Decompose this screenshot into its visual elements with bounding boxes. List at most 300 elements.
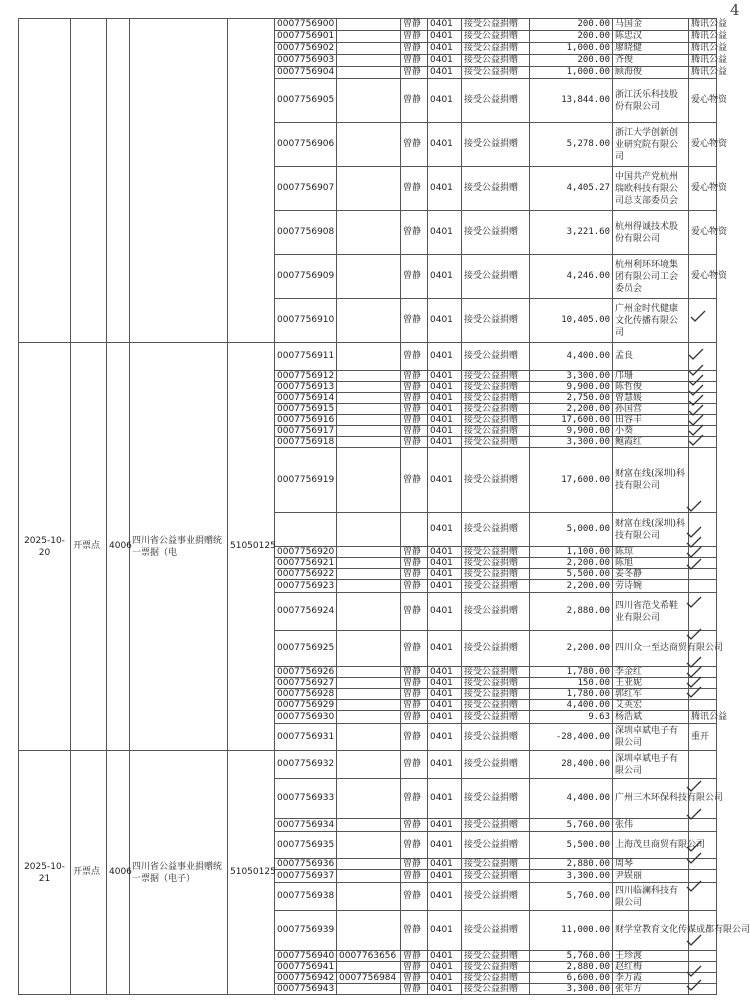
note-cell xyxy=(689,569,717,580)
point-cell xyxy=(71,19,107,343)
receipt-number-cell: 0007756942 xyxy=(275,973,337,984)
dept-code-cell: 0401 xyxy=(428,724,462,751)
description-cell: 接受公益捐赠 xyxy=(462,547,530,558)
operator-cell: 曾静 xyxy=(401,984,428,995)
dept-code-cell: 0401 xyxy=(428,448,462,513)
operator-cell: 曾静 xyxy=(401,55,428,67)
amount-cell: 9,900.00 xyxy=(530,382,613,393)
receipt-number-cell: 0007756934 xyxy=(275,819,337,832)
dept-code-cell: 0401 xyxy=(428,123,462,167)
amount-cell: 3,221.60 xyxy=(530,211,613,255)
receipt-number-cell: 0007756920 xyxy=(275,547,337,558)
date-cell: 2025-10-21 xyxy=(19,751,71,995)
receipt-number-cell: 0007756901 xyxy=(275,31,337,43)
description-cell: 接受公益捐赠 xyxy=(462,415,530,426)
receipt-number-cell: 0007756909 xyxy=(275,255,337,299)
amount-cell: 4,246.00 xyxy=(530,255,613,299)
receipt-number-cell: 0007756935 xyxy=(275,832,337,859)
receipt-number-cell: 0007756917 xyxy=(275,426,337,437)
amount-cell: 4,400.00 xyxy=(530,700,613,711)
donor-cell: 鲍霞红 xyxy=(613,437,689,448)
donor-cell: 曾慧媛 xyxy=(613,393,689,404)
dept-code-cell: 0401 xyxy=(428,371,462,382)
receipt-number-cell: 0007756932 xyxy=(275,751,337,779)
description-cell: 接受公益捐赠 xyxy=(462,371,530,382)
operator-cell: 曾静 xyxy=(401,343,428,371)
description-cell: 接受公益捐赠 xyxy=(462,255,530,299)
note-cell xyxy=(689,819,717,832)
dept-code-cell: 0401 xyxy=(428,973,462,984)
note-cell: 爱心物资 xyxy=(689,211,717,255)
reference-number-cell xyxy=(337,79,401,123)
reference-number-cell xyxy=(337,700,401,711)
amount-cell: 5,500.00 xyxy=(530,569,613,580)
dept-code-cell: 0401 xyxy=(428,558,462,569)
description-cell: 接受公益捐赠 xyxy=(462,31,530,43)
receipt-number-cell: 0007756928 xyxy=(275,689,337,700)
operator-cell: 曾静 xyxy=(401,779,428,819)
receipt-number-cell: 0007756918 xyxy=(275,437,337,448)
handwritten-check-icon xyxy=(686,558,702,570)
reference-number-cell xyxy=(337,558,401,569)
reference-number-cell xyxy=(337,415,401,426)
tax-id-cell: 51050125 xyxy=(228,343,275,751)
description-cell: 接受公益捐赠 xyxy=(462,700,530,711)
note-cell: 腾讯公益 xyxy=(689,31,717,43)
donor-cell: 杭州利环环境集团有限公司工会委员会 xyxy=(613,255,689,299)
operator-cell: 曾静 xyxy=(401,299,428,343)
receipt-number-cell: 0007756929 xyxy=(275,700,337,711)
description-cell: 接受公益捐赠 xyxy=(462,779,530,819)
reference-number-cell xyxy=(337,31,401,43)
donor-cell: 财富在线(深圳)科技有限公司 xyxy=(613,513,689,547)
operator-cell: 曾静 xyxy=(401,593,428,631)
reference-number-cell xyxy=(337,883,401,911)
donor-cell: 中国共产党杭州瑞欧科技有限公司总支部委员会 xyxy=(613,167,689,211)
dept-code-cell: 0401 xyxy=(428,911,462,951)
reference-number-cell xyxy=(337,211,401,255)
dept-code-cell: 0401 xyxy=(428,19,462,31)
handwritten-check-icon xyxy=(686,780,702,792)
code-cell: 4006 xyxy=(107,343,130,751)
handwritten-check-icon xyxy=(686,852,702,864)
note-cell xyxy=(689,951,717,962)
operator-cell: 曾静 xyxy=(401,415,428,426)
receipt-number-cell: 0007756943 xyxy=(275,984,337,995)
reference-number-cell xyxy=(337,55,401,67)
receipt-type-cell: 四川省公益事业捐赠统一票据（电子） xyxy=(130,751,228,995)
note-cell: 腾讯公益 xyxy=(689,19,717,31)
dept-code-cell: 0401 xyxy=(428,951,462,962)
operator-cell: 曾静 xyxy=(401,404,428,415)
amount-cell: 1,000.00 xyxy=(530,43,613,55)
description-cell: 接受公益捐赠 xyxy=(462,79,530,123)
donor-cell: 廖晓健 xyxy=(613,43,689,55)
donor-cell: 劳诗婉 xyxy=(613,580,689,593)
description-cell: 接受公益捐赠 xyxy=(462,19,530,31)
reference-number-cell xyxy=(337,779,401,819)
donor-cell: 广州金时代健康文化传播有限公司 xyxy=(613,299,689,343)
reference-number-cell xyxy=(337,962,401,973)
description-cell: 接受公益捐赠 xyxy=(462,951,530,962)
operator-cell: 曾静 xyxy=(401,951,428,962)
receipt-number-cell: 0007756933 xyxy=(275,779,337,819)
note-cell xyxy=(689,580,717,593)
amount-cell: 2,200.00 xyxy=(530,580,613,593)
dept-code-cell: 0401 xyxy=(428,711,462,724)
reference-number-cell xyxy=(337,569,401,580)
donor-cell: 陈忠汉 xyxy=(613,31,689,43)
reference-number-cell xyxy=(337,678,401,689)
reference-number-cell xyxy=(337,343,401,371)
reference-number-cell xyxy=(337,631,401,667)
description-cell: 接受公益捐赠 xyxy=(462,437,530,448)
amount-cell: 5,760.00 xyxy=(530,819,613,832)
donor-cell: 杨浩斌 xyxy=(613,711,689,724)
operator-cell: 曾静 xyxy=(401,371,428,382)
receipt-number-cell: 0007756906 xyxy=(275,123,337,167)
receipt-number-cell: 0007756910 xyxy=(275,299,337,343)
description-cell: 接受公益捐赠 xyxy=(462,911,530,951)
amount-cell: 2,880.00 xyxy=(530,593,613,631)
handwritten-check-icon xyxy=(686,596,702,608)
operator-cell: 曾静 xyxy=(401,689,428,700)
note-cell: 爱心物资 xyxy=(689,167,717,211)
receipt-number-cell: 0007756902 xyxy=(275,43,337,55)
reference-number-cell xyxy=(337,426,401,437)
date-cell: 2025-10-20 xyxy=(19,343,71,751)
description-cell: 接受公益捐赠 xyxy=(462,711,530,724)
dept-code-cell: 0401 xyxy=(428,299,462,343)
amount-cell: 2,750.00 xyxy=(530,393,613,404)
receipt-number-cell: 0007756930 xyxy=(275,711,337,724)
donor-cell: 小葵 xyxy=(613,426,689,437)
receipt-number-cell: 0007756916 xyxy=(275,415,337,426)
amount-cell: 5,500.00 xyxy=(530,832,613,859)
amount-cell: 9.63 xyxy=(530,711,613,724)
note-cell: 腾讯公益 xyxy=(689,67,717,79)
donor-cell: 深圳卓斌电子有限公司 xyxy=(613,751,689,779)
operator-cell: 曾静 xyxy=(401,962,428,973)
description-cell: 接受公益捐赠 xyxy=(462,973,530,984)
reference-number-cell xyxy=(337,689,401,700)
donor-cell: 张伟 xyxy=(613,819,689,832)
page-number-mark: 4 xyxy=(730,1,740,19)
donor-cell: 孙国营 xyxy=(613,404,689,415)
operator-cell: 曾静 xyxy=(401,819,428,832)
operator-cell: 曾静 xyxy=(401,631,428,667)
donor-cell: 四川省范戈希鞋业有限公司 xyxy=(613,593,689,631)
description-cell: 接受公益捐赠 xyxy=(462,689,530,700)
reference-number-cell xyxy=(337,167,401,211)
operator-cell: 曾静 xyxy=(401,569,428,580)
dept-code-cell: 0401 xyxy=(428,211,462,255)
reference-number-cell xyxy=(337,911,401,951)
operator-cell: 曾静 xyxy=(401,382,428,393)
reference-number-cell xyxy=(337,580,401,593)
point-cell: 开票点 xyxy=(71,751,107,995)
dept-code-cell: 0401 xyxy=(428,580,462,593)
receipt-number-cell: 0007756925 xyxy=(275,631,337,667)
amount-cell: 1,100.00 xyxy=(530,547,613,558)
operator-cell: 曾静 xyxy=(401,678,428,689)
description-cell: 接受公益捐赠 xyxy=(462,859,530,870)
operator-cell: 曾静 xyxy=(401,870,428,883)
description-cell: 接受公益捐赠 xyxy=(462,667,530,678)
operator-cell: 曾静 xyxy=(401,558,428,569)
handwritten-check-icon xyxy=(688,348,704,360)
amount-cell: 3,300.00 xyxy=(530,984,613,995)
amount-cell: 200.00 xyxy=(530,55,613,67)
note-cell: 腾讯公益 xyxy=(689,55,717,67)
dept-code-cell: 0401 xyxy=(428,832,462,859)
amount-cell: 1,000.00 xyxy=(530,67,613,79)
operator-cell: 曾静 xyxy=(401,700,428,711)
receipt-number-cell: 0007756922 xyxy=(275,569,337,580)
handwritten-check-icon xyxy=(686,546,702,558)
donor-cell: 齐俊 xyxy=(613,55,689,67)
handwritten-check-icon xyxy=(690,310,706,322)
note-cell: 腾讯公益 xyxy=(689,711,717,724)
operator-cell: 曾静 xyxy=(401,167,428,211)
description-cell: 接受公益捐赠 xyxy=(462,67,530,79)
reference-number-cell xyxy=(337,448,401,513)
receipt-number-cell: 0007756926 xyxy=(275,667,337,678)
note-cell: 爱心物资 xyxy=(689,123,717,167)
operator-cell: 曾静 xyxy=(401,667,428,678)
donor-cell: 深圳卓斌电子有限公司 xyxy=(613,724,689,751)
dept-code-cell: 0401 xyxy=(428,984,462,995)
reference-number-cell xyxy=(337,513,401,547)
description-cell: 接受公益捐赠 xyxy=(462,448,530,513)
operator-cell: 曾静 xyxy=(401,19,428,31)
description-cell: 接受公益捐赠 xyxy=(462,404,530,415)
operator-cell: 曾静 xyxy=(401,123,428,167)
description-cell: 接受公益捐赠 xyxy=(462,123,530,167)
donor-cell: 陈哲俊 xyxy=(613,382,689,393)
description-cell: 接受公益捐赠 xyxy=(462,870,530,883)
operator-cell: 曾静 xyxy=(401,751,428,779)
receipt-number-cell: 0007756940 xyxy=(275,951,337,962)
reference-number-cell xyxy=(337,819,401,832)
receipt-number-cell: 0007756904 xyxy=(275,67,337,79)
reference-number-cell xyxy=(337,751,401,779)
handwritten-check-icon xyxy=(686,979,702,991)
receipt-number-cell: 0007756937 xyxy=(275,870,337,883)
amount-cell: 4,400.00 xyxy=(530,343,613,371)
table-row xyxy=(19,343,717,371)
operator-cell: 曾静 xyxy=(401,437,428,448)
operator-cell: 曾静 xyxy=(401,211,428,255)
handwritten-check-icon xyxy=(686,934,702,946)
note-cell: 腾讯公益 xyxy=(689,43,717,55)
note-cell: 爱心物资 xyxy=(689,255,717,299)
date-cell xyxy=(19,19,71,343)
dept-code-cell: 0401 xyxy=(428,689,462,700)
description-cell: 接受公益捐赠 xyxy=(462,513,530,547)
dept-code-cell: 0401 xyxy=(428,819,462,832)
donor-cell: 赵红梅 xyxy=(613,962,689,973)
dept-code-cell: 0401 xyxy=(428,31,462,43)
receipt-number-cell: 0007756938 xyxy=(275,883,337,911)
description-cell: 接受公益捐赠 xyxy=(462,832,530,859)
reference-number-cell xyxy=(337,404,401,415)
description-cell: 接受公益捐赠 xyxy=(462,343,530,371)
donor-cell: 郭红军 xyxy=(613,689,689,700)
reference-number-cell xyxy=(337,393,401,404)
receipt-number-cell: 0007756915 xyxy=(275,404,337,415)
donor-cell: 李金红 xyxy=(613,667,689,678)
donor-cell: 孟良 xyxy=(613,343,689,371)
receipt-number-cell: 0007756905 xyxy=(275,79,337,123)
description-cell: 接受公益捐赠 xyxy=(462,43,530,55)
donor-cell: 上海茂旦商贸有限公司 xyxy=(613,832,689,859)
note-cell: 爱心物资 xyxy=(689,79,717,123)
note-cell xyxy=(689,751,717,779)
handwritten-check-icon xyxy=(686,500,702,512)
operator-cell: 曾静 xyxy=(401,255,428,299)
dept-code-cell: 0401 xyxy=(428,883,462,911)
donor-cell: 浙江大学创新创业研究院有限公司 xyxy=(613,123,689,167)
operator-cell: 曾静 xyxy=(401,79,428,123)
receipt-number-cell: 0007756927 xyxy=(275,678,337,689)
description-cell: 接受公益捐赠 xyxy=(462,558,530,569)
donor-cell: 顾海俊 xyxy=(613,67,689,79)
donor-cell: 浙江沃乐科技股份有限公司 xyxy=(613,79,689,123)
dept-code-cell: 0401 xyxy=(428,79,462,123)
receipt-number-cell: 0007756903 xyxy=(275,55,337,67)
reference-number-cell xyxy=(337,123,401,167)
reference-number-cell xyxy=(337,870,401,883)
amount-cell: 3,300.00 xyxy=(530,371,613,382)
dept-code-cell: 0401 xyxy=(428,43,462,55)
reference-number-cell xyxy=(337,667,401,678)
dept-code-cell: 0401 xyxy=(428,751,462,779)
dept-code-cell: 0401 xyxy=(428,437,462,448)
donor-cell: 财学堂教育文化传媒成都有限公司 xyxy=(613,911,689,951)
amount-cell: 200.00 xyxy=(530,19,613,31)
handwritten-check-icon xyxy=(686,686,702,698)
description-cell: 接受公益捐赠 xyxy=(462,962,530,973)
handwritten-check-icon xyxy=(688,434,704,446)
description-cell: 接受公益捐赠 xyxy=(462,393,530,404)
donor-cell: 周琴 xyxy=(613,859,689,870)
amount-cell: -28,400.00 xyxy=(530,724,613,751)
receipt-number-cell xyxy=(275,513,337,547)
operator-cell xyxy=(401,513,428,547)
receipt-number-cell: 0007756936 xyxy=(275,859,337,870)
donor-cell: 李万霞 xyxy=(613,973,689,984)
description-cell: 接受公益捐赠 xyxy=(462,751,530,779)
dept-code-cell: 0401 xyxy=(428,859,462,870)
code-cell: 4006 xyxy=(107,751,130,995)
receipt-number-cell: 0007756941 xyxy=(275,962,337,973)
table-row xyxy=(19,19,717,31)
amount-cell: 5,000.00 xyxy=(530,513,613,547)
donor-cell: 田容丰 xyxy=(613,415,689,426)
description-cell: 接受公益捐赠 xyxy=(462,883,530,911)
operator-cell: 曾静 xyxy=(401,832,428,859)
donor-cell: 财富在线(深圳)科技有限公司 xyxy=(613,448,689,513)
receipt-number-cell: 0007756939 xyxy=(275,911,337,951)
dept-code-cell: 0401 xyxy=(428,700,462,711)
description-cell: 接受公益捐赠 xyxy=(462,569,530,580)
dept-code-cell: 0401 xyxy=(428,962,462,973)
reference-number-cell xyxy=(337,437,401,448)
dept-code-cell: 0401 xyxy=(428,67,462,79)
donor-cell: 王亚妮 xyxy=(613,678,689,689)
reference-number-cell xyxy=(337,43,401,55)
dept-code-cell: 0401 xyxy=(428,870,462,883)
reference-number-cell xyxy=(337,724,401,751)
amount-cell: 2,880.00 xyxy=(530,859,613,870)
donor-cell: 四川临澜科技有限公司 xyxy=(613,883,689,911)
operator-cell: 曾静 xyxy=(401,426,428,437)
operator-cell: 曾静 xyxy=(401,711,428,724)
amount-cell: 1,780.00 xyxy=(530,689,613,700)
tax-id-cell: 51050125 xyxy=(228,751,275,995)
dept-code-cell: 0401 xyxy=(428,667,462,678)
handwritten-check-icon xyxy=(686,880,702,892)
description-cell: 接受公益捐赠 xyxy=(462,299,530,343)
description-cell: 接受公益捐赠 xyxy=(462,678,530,689)
table-row xyxy=(19,751,717,779)
reference-number-cell xyxy=(337,382,401,393)
operator-cell: 曾静 xyxy=(401,724,428,751)
dept-code-cell: 0401 xyxy=(428,404,462,415)
amount-cell: 17,600.00 xyxy=(530,415,613,426)
donor-cell: 陈旭 xyxy=(613,558,689,569)
reference-number-cell xyxy=(337,255,401,299)
amount-cell: 5,760.00 xyxy=(530,951,613,962)
handwritten-check-icon xyxy=(686,808,702,820)
operator-cell: 曾静 xyxy=(401,973,428,984)
receipt-number-cell: 0007756914 xyxy=(275,393,337,404)
donor-cell: 姜冬静 xyxy=(613,569,689,580)
description-cell: 接受公益捐赠 xyxy=(462,819,530,832)
donor-cell: 杭州得诚技术股份有限公司 xyxy=(613,211,689,255)
donor-cell: 王珍渡 xyxy=(613,951,689,962)
operator-cell: 曾静 xyxy=(401,393,428,404)
operator-cell: 曾静 xyxy=(401,547,428,558)
point-cell: 开票点 xyxy=(71,343,107,751)
receipt-number-cell: 0007756919 xyxy=(275,448,337,513)
reference-number-cell xyxy=(337,371,401,382)
description-cell: 接受公益捐赠 xyxy=(462,211,530,255)
donor-cell: 四川众一至达商贸有限公司 xyxy=(613,631,689,667)
donor-cell: 尹娱丽 xyxy=(613,870,689,883)
dept-code-cell: 0401 xyxy=(428,415,462,426)
receipt-number-cell: 0007756900 xyxy=(275,19,337,31)
description-cell: 接受公益捐赠 xyxy=(462,426,530,437)
operator-cell: 曾静 xyxy=(401,67,428,79)
note-cell: 重开 xyxy=(689,724,717,751)
dept-code-cell: 0401 xyxy=(428,343,462,371)
dept-code-cell: 0401 xyxy=(428,382,462,393)
amount-cell: 13,844.00 xyxy=(530,79,613,123)
dept-code-cell: 0401 xyxy=(428,255,462,299)
description-cell: 接受公益捐赠 xyxy=(462,167,530,211)
receipt-number-cell: 0007756913 xyxy=(275,382,337,393)
dept-code-cell: 0401 xyxy=(428,55,462,67)
receipt-number-cell: 0007756921 xyxy=(275,558,337,569)
amount-cell: 200.00 xyxy=(530,31,613,43)
handwritten-check-icon xyxy=(686,628,702,640)
dept-code-cell: 0401 xyxy=(428,678,462,689)
dept-code-cell: 0401 xyxy=(428,167,462,211)
description-cell: 接受公益捐赠 xyxy=(462,382,530,393)
receipt-type-cell xyxy=(130,19,228,343)
